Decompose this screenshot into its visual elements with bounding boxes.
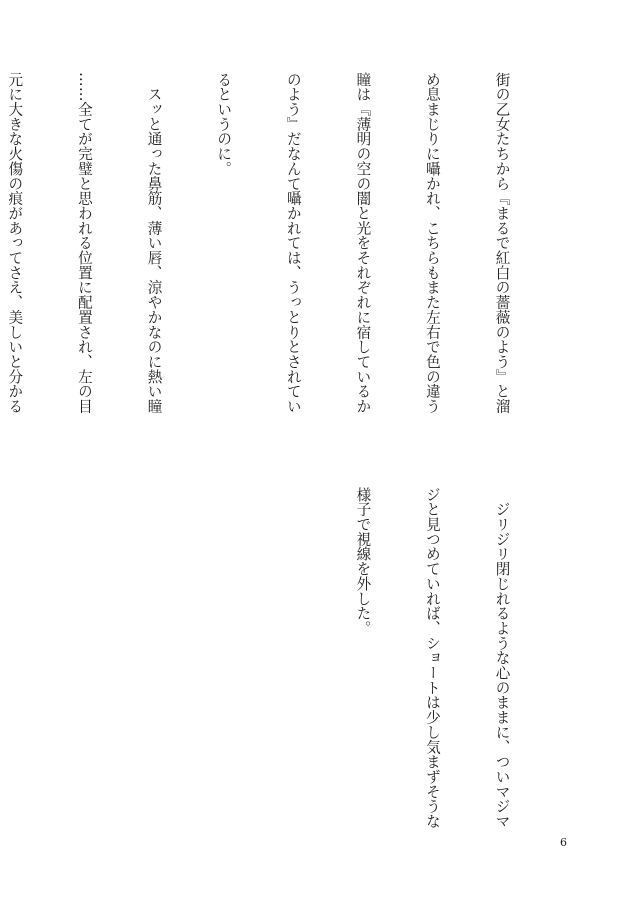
text-line: 様子で視線を外した。: [354, 487, 372, 636]
text-line: 街の乙女たちから『まるで紅白の薔薇のよう』と溜: [493, 72, 511, 414]
text-line: ジリジリ閉じれるような心のままに、ついマジマ: [493, 487, 511, 829]
page-number: 6: [560, 836, 567, 849]
text-line: ……全てが完璧と思われる位置に配置され、左の目: [75, 72, 93, 414]
text-line: るというのに。: [215, 72, 233, 176]
main-text-block: [0, 72, 560, 444]
text-line: 元に大きな火傷の痕があってさえ、美しいと分かる: [6, 72, 24, 414]
text-line: スッと通った鼻筋、薄い唇、涼やかなのに熱い瞳: [145, 72, 163, 414]
continuation-text-block: [305, 487, 560, 859]
text-line: のよう』だなんて囁かれては、うっとりとされてい: [284, 72, 302, 414]
text-line: め息まじりに囁かれ、こちらもまた左右で色の違う: [423, 72, 441, 414]
text-line: 瞳は『薄明の空の闇と光をそれぞれに宿しているか: [354, 72, 372, 414]
text-line: ジと見つめていれば、ショートは少し気まずそうな: [423, 487, 441, 829]
